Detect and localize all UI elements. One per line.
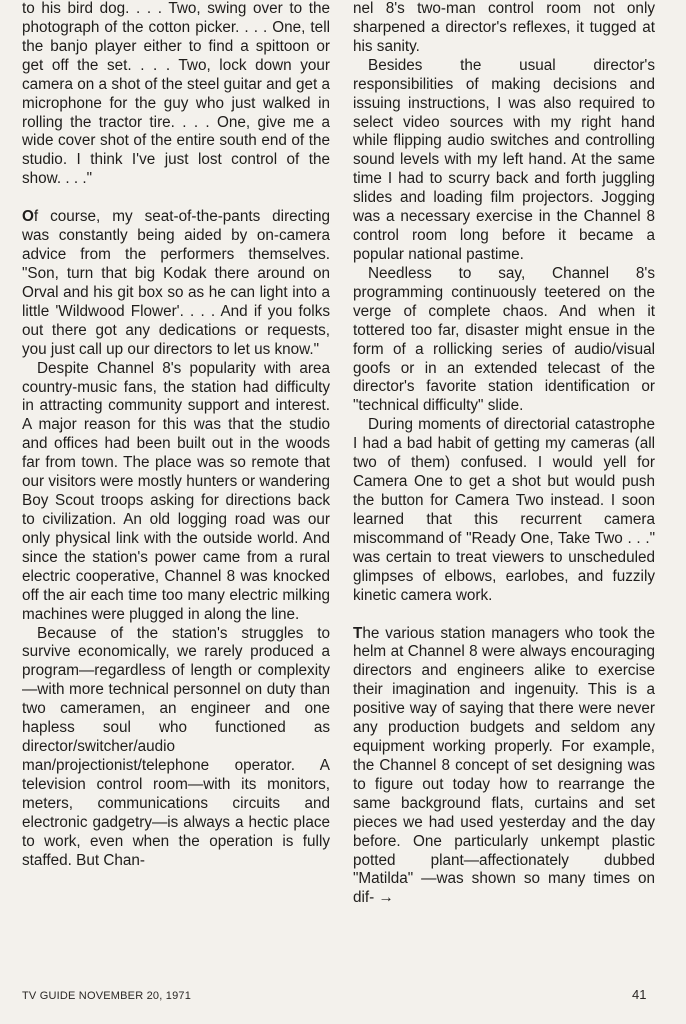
paragraph-text: f course, my seat-of-the-pants directing was constantly being aided by on-camera advice from the performers themselves. "Son, turn that big Kodak there around on Orval and his git box so as he can light into a little 'Wildwood Flower'. . . . And if you folks out there got any dedications or requests, you just call up our directors to let us know." — [22, 208, 330, 358]
paragraph: Because of the station's struggles to survive economically, we rarely produced a program—regardless of length or complexity—with more technical personnel on duty than two cameramen, an engineer and one hapless soul who functioned as director/switcher/audio man/projectionist/telephone operator. A television control room—with its monitors, meters, communications circuits and electronic gadgetry—is always a hectic place to work, even when the operation is fully staffed. But Chan- — [22, 624, 330, 869]
paragraph: to his bird dog. . . . Two, swing over to the photograph of the cotton picker. . . . One, tell the banjo player either to find a spittoon or get off the set. . . . Two, lock down your camera on a shot of the steel guitar and get a microphone for the guy who just walked in rolling the tractor tire. . . . One, give me a wide cover shot of the entire south end of the studio. I think I've just lost control of the show. . . ." — [22, 0, 330, 188]
lead-letter: O — [22, 208, 34, 226]
publication-footer: TV GUIDE NOVEMBER 20, 1971 — [22, 990, 192, 1002]
paragraph: During moments of directorial catastrophe I had a bad habit of getting my cameras (all two of them) confused. I would yell for Camera One to get a shot but would push the button for Camera Two instead. I soon learned that this recurrent camera miscommand of "Ready One, Take Two . . ." was certain to treat viewers to unscheduled glimpses of elbows, earlobes, and fuzzily kinetic camera work. — [353, 416, 655, 604]
paragraph: Besides the usual director's responsibilities of making decisions and issuing instructions, I was also required to select video sources with my right hand while flipping audio switches and controlling sound levels with my left hand. At the same time I had to scurry back and forth juggling slides and loading film projectors. Jogging was a necessary exercise in the Channel 8 control room long before it became a popular national pastime. — [353, 56, 655, 263]
paragraph — [353, 625, 655, 909]
lead-letter: T — [353, 624, 363, 642]
left-column — [22, 0, 330, 870]
paragraph — [22, 208, 330, 359]
paragraph-text: he various station managers who took the helm at Channel 8 were always encouraging directors and engineers alike to exercise their imagination and ingenuity. This is a positive way of saying that there were never any production budgets and seldom any equipment working properly. For example, the Channel 8 concept of set designing was to figure out today how to rearrange the same background flats, curtains and set pieces we had used yesterday and the day before. One particularly unkempt plastic potted plant—affectionately dubbed "Matilda" —was shown so many times on dif- → — [353, 624, 655, 907]
page-number: 41 — [632, 987, 647, 1002]
paragraph: nel 8's two-man control room not only sharpened a director's reflexes, it tugged at his sanity. — [353, 0, 655, 55]
paragraph: Despite Channel 8's popularity with area country-music fans, the station had difficulty in attracting community support and interest. A major reason for this was that the studio and offices had been built out in the woods far from town. The place was so remote that our visitors were mostly hunters or wandering Boy Scout troops asking for directions back to civilization. An old logging road was our only physical link with the outside world. And since the station's power came from a rural electric cooperative, Channel 8 was knocked off the air each time too many electric milking machines were plugged in along the line. — [22, 359, 330, 623]
paragraph: Needless to say, Channel 8's programming continuously teetered on the verge of complete chaos. And when it tottered too far, disaster might ensue in the form of a rollicking series of audio/visual goofs or in an extended telecast of the director's favorite station identification or "technical difficulty" slide. — [353, 264, 655, 415]
right-column — [353, 0, 655, 908]
